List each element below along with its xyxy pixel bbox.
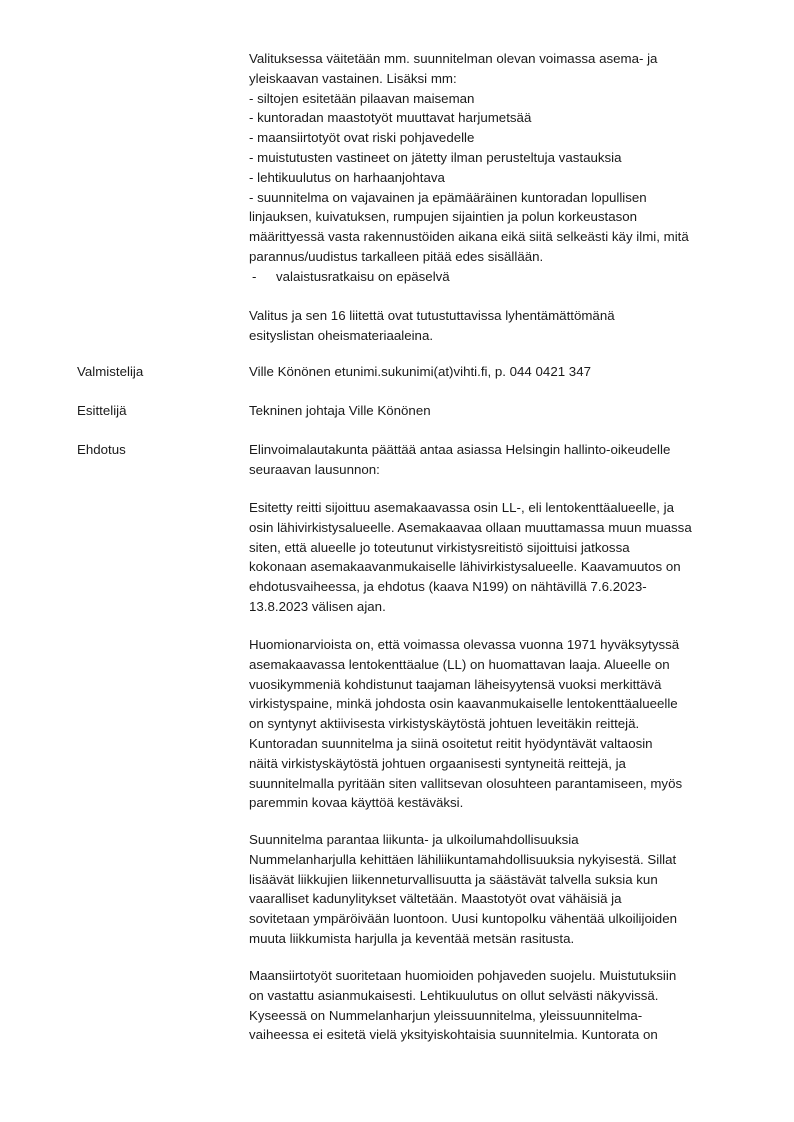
text-line: seuraavan lausunnon: <box>249 461 380 477</box>
statement-paragraph-4 <box>249 966 719 1045</box>
text-line: suunnitelmalla pyritään siten vallitsevan olosuhteen parantamiseen, myös <box>249 775 683 791</box>
text-line: vaaralliset kadunylitykset vältetään. Maastotyöt ovat vähäisiä ja <box>249 891 622 907</box>
text-line: Esitetty reitti sijoittuu asemakaavassa osin LL-, eli lentokenttäalueelle, ja <box>249 500 674 515</box>
text-line: Valituksessa väitetään mm. suunnitelman olevan voimassa asema- ja <box>249 51 658 66</box>
text-line: määrittyessä vasta rakennustöiden aikana eikä siitä selkeästi käy ilmi, mitä <box>249 229 689 245</box>
text-line: yleiskaavan vastainen. Lisäksi mm: <box>249 70 457 86</box>
text-line: 13.8.2023 välisen ajan. <box>249 598 386 614</box>
list-item: - muistutusten vastineet on jätetty ilman perusteltuja vastauksia <box>249 149 622 165</box>
text-line: Nummelanharjulla kehittäen lähiliikuntamahdollisuuksia nykyisestä. Sillat <box>249 851 677 867</box>
text-line: lisäävät liikkujien liikenneturvallisuutta ja säästävät talvella suksia kun <box>249 871 658 887</box>
text-line: linjauksen, kuivatuksen, rumpujen sijaintien ja polun korkeustason <box>249 209 638 225</box>
attachments-note <box>249 306 719 346</box>
list-item: - kuntoradan maastotyöt muuttavat harjumetsää <box>249 110 532 126</box>
text-line: Maansiirtotyöt suoritetaan huomioiden pohjaveden suojelu. Muistutuksiin <box>249 968 677 983</box>
list-item: - suunnitelma on vajavainen ja epämääräinen kuntoradan lopullisen <box>249 189 647 205</box>
text-line: Kyseessä on Nummelanharjun yleissuunnitelma, yleissuunnitelma- <box>249 1007 643 1023</box>
text-line: sovitetaan ympäröivään luontoon. Uusi kuntopolku vähentää ulkoilijoiden <box>249 911 677 927</box>
list-item: - lehtikuulutus on harhaanjohtava <box>249 169 445 185</box>
text-line: kokonaan asemakaavanmukaiselle lähivirkistysalueelle. Kaavamuutos on <box>249 559 681 575</box>
text-line: Huomionarvioista on, että voimassa olevassa vuonna 1971 hyväksytyssä <box>249 637 680 652</box>
text-line: vaiheessa ei esitetä vielä yksityiskohtaisia suunnitelmia. Kuntorata on <box>249 1027 658 1043</box>
text-line: Suunnitelma parantaa liikunta- ja ulkoilumahdollisuuksia <box>249 832 579 847</box>
preparer-value: Ville Könönen etunimi.sukunimi(at)vihti.fi, p. 044 0421 347 <box>249 364 591 379</box>
text-line: esityslistan oheismateriaaleina. <box>249 327 434 343</box>
bullet-dash: - <box>252 268 257 284</box>
presenter-label: Esittelijä <box>77 403 127 418</box>
text-line: näitä virkistyskäytöstä johtuen orgaanisesti syntyneitä reittejä, ja <box>249 755 626 771</box>
appeal-claims-section <box>249 49 719 287</box>
list-item-text: valaistusratkaisu on epäselvä <box>276 268 450 284</box>
text-line: ehdotusvaiheessa, ja ehdotus (kaava N199) on nähtävillä 7.6.2023- <box>249 579 647 595</box>
list-item: - maansiirtotyöt ovat riski pohjavedelle <box>249 130 475 146</box>
text-line: Elinvoimalautakunta päättää antaa asiassa Helsingin hallinto-oikeudelle <box>249 442 671 457</box>
text-line: asemakaavassa lentokenttäalue (LL) on huomattavan laaja. Alueelle on <box>249 656 670 672</box>
text-line: Kuntoradan suunnitelma ja siinä osoitetut reitit hyödyntävät valtaosin <box>249 735 653 751</box>
proposal-text <box>249 440 719 480</box>
text-line: on vastattu asianmukaisesti. Lehtikuulutus on ollut selvästi näkyvissä. <box>249 987 659 1003</box>
statement-paragraph-2 <box>249 635 719 813</box>
presenter-value: Tekninen johtaja Ville Könönen <box>249 403 431 418</box>
text-line: Valitus ja sen 16 liitettä ovat tutustuttavissa lyhentämättömänä <box>249 308 615 323</box>
text-line: on syntynyt aktiivisesta virkistyskäytöstä johtuen leveitäkin reittejä. <box>249 716 640 732</box>
text-line: muuta liikkumista harjulla ja keventää metsän rasitusta. <box>249 930 575 946</box>
statement-paragraph-1 <box>249 498 719 617</box>
proposal-label: Ehdotus <box>77 442 126 457</box>
list-item-lighting <box>249 267 719 287</box>
text-line: parannus/uudistus tarkalleen pitää edes sisällään. <box>249 248 544 264</box>
statement-paragraph-3 <box>249 830 719 949</box>
preparer-label: Valmistelija <box>77 364 144 379</box>
list-item: - siltojen esitetään pilaavan maiseman <box>249 90 475 106</box>
text-line: siten, että alueelle jo toteutunut virkistysreitistö sijoittuisi jatkossa <box>249 539 630 555</box>
text-line: osin lähivirkistysalueelle. Asemakaavaa ollaan muuttamassa muun muassa <box>249 519 692 535</box>
text-line: paremmin kovaa käyttöä kestäväksi. <box>249 795 464 811</box>
text-line: virkistyspaine, minkä johdosta osin kaavanmukaiselle lentokenttäalueelle <box>249 696 678 712</box>
text-line: vuosikymmeniä kohdistunut taajaman läheisyytensä vuoksi merkittävä <box>249 676 662 692</box>
